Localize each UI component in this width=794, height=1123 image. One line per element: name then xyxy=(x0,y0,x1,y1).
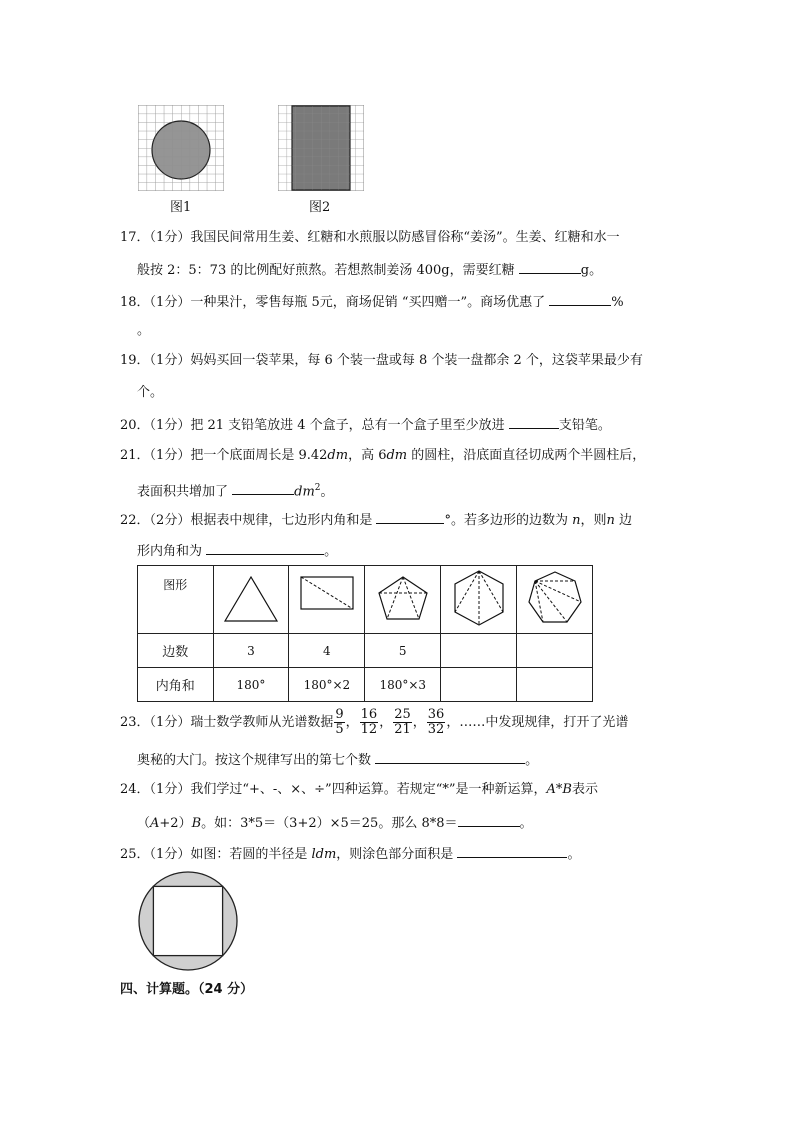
fraction: $\frac{16}{12}$ xyxy=(360,707,378,737)
figure-2-caption: 图2 xyxy=(309,200,331,215)
row-label-angle-sum: 内角和 xyxy=(138,668,214,702)
angle-sum-cell: 180° xyxy=(213,668,289,702)
sides-cell: 3 xyxy=(213,634,289,668)
answer-blank-18[interactable] xyxy=(549,292,611,306)
question-19-line2: 个。 xyxy=(137,385,164,400)
question-17-line2: 般按 2：5：73 的比例配好煎熬。若想熬制姜汤 400g，需要红糖 g。 xyxy=(137,260,697,280)
figure-2-grid-rectangle xyxy=(278,105,364,191)
shape-heptagon xyxy=(517,566,593,634)
answer-blank-22b[interactable] xyxy=(206,541,324,555)
sides-cell xyxy=(441,634,517,668)
shape-pentagon xyxy=(365,566,441,634)
angle-sum-cell xyxy=(441,668,517,702)
sides-cell: 5 xyxy=(365,634,441,668)
polygon-angle-table xyxy=(137,565,593,702)
figure-circle-inscribed-square xyxy=(137,870,239,972)
sides-cell xyxy=(517,634,593,668)
table-row-sides xyxy=(138,634,593,668)
answer-blank-17[interactable] xyxy=(519,260,581,274)
question-22: 22．（2分）根据表中规律，七边形内角和是 °。若多边形的边数为 n，则n 边 xyxy=(120,510,680,530)
question-19: 19．（1分）妈妈买回一袋苹果，每 6 个装一盘或每 8 个装一盘都余 2 个，这袋苹果最少有 xyxy=(120,353,643,368)
question-22-line2: 形内角和为 。 xyxy=(137,541,697,561)
angle-sum-cell: 180°×3 xyxy=(365,668,441,702)
question-23-line2: 奥秘的大门。按这个规律写出的第七个数 。 xyxy=(137,750,697,770)
row-label-shape: 图形 xyxy=(138,566,214,634)
question-18: 18．（1分）一种果汁，零售每瓶 5元，商场促销 “买四赠一”。商场优惠了 % xyxy=(120,292,680,312)
shape-hexagon xyxy=(441,566,517,634)
fraction: $\frac{25}{21}$ xyxy=(394,707,411,737)
angle-sum-cell: 180°×2 xyxy=(289,668,365,702)
answer-blank-23[interactable] xyxy=(375,750,525,764)
shape-rectangle xyxy=(289,566,365,634)
table-row-shapes xyxy=(138,566,593,634)
section-heading: 四、计算题。（24 分） xyxy=(120,982,254,997)
row-label-sides: 边数 xyxy=(138,634,214,668)
question-24-line2: （A+2）B。如：3*5＝（3+2）×5＝25。那么 8*8＝ 。 xyxy=(137,813,697,833)
answer-blank-20[interactable] xyxy=(509,415,559,429)
question-20: 20．（1分）把 21 支铅笔放进 4 个盒子，总有一个盒子里至少放进 支铅笔。 xyxy=(120,415,680,435)
sides-cell: 4 xyxy=(289,634,365,668)
question-21-line2: 表面积共增加了 $dm^2$。 xyxy=(137,483,334,500)
question-24: 24．（1分）我们学过“+、-、×、÷”四种运算。若规定“*”是一种新运算，A*B表示 xyxy=(120,782,598,797)
answer-blank-21[interactable] xyxy=(232,481,294,495)
question-23: 23．（1分）瑞士数学教师从光谱数据 $\frac{9}{5}$ ， $\frac{16}{12}$ ， $\frac{25}{21}$ ， $\frac{36}{32}$ ，……中发现规律，打开了光谱 xyxy=(120,707,629,737)
answer-blank-25[interactable] xyxy=(457,844,567,858)
table-row-angle-sums xyxy=(138,668,593,702)
angle-sum-cell xyxy=(517,668,593,702)
answer-blank-24[interactable] xyxy=(458,813,520,827)
fraction: $\frac{9}{5}$ xyxy=(335,707,344,737)
question-18-line2: 。 xyxy=(137,323,151,338)
question-17: 17．（1分）我国民间常用生姜、红糖和水煎服以防感冒俗称“姜汤”。生姜、红糖和水一 xyxy=(120,230,620,245)
answer-blank-22a[interactable] xyxy=(376,510,444,524)
question-25: 25．（1分）如图：若圆的半径是 ldm，则涂色部分面积是 。 xyxy=(120,844,680,864)
question-21: 21．（1分）把一个底面周长是 9.42dm，高 6dm 的圆柱，沿底面直径切成两个半圆柱后， xyxy=(120,448,646,463)
figure-1-grid-circle xyxy=(138,105,224,191)
figure-1-caption: 图1 xyxy=(170,200,192,215)
shape-triangle xyxy=(213,566,289,634)
fraction: $\frac{36}{32}$ xyxy=(427,707,445,737)
